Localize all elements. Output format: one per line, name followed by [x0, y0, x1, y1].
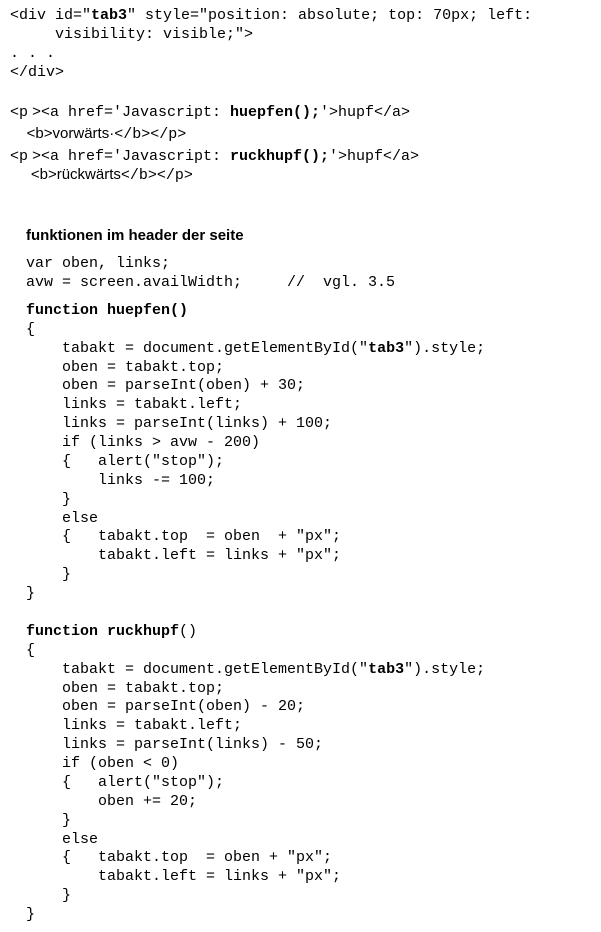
code-line — [26, 376, 305, 395]
code-line — [26, 754, 179, 773]
code-segment: <div id=" — [10, 7, 92, 24]
code-segment: vorwärts — [52, 125, 110, 142]
code-line — [10, 25, 253, 44]
code-segment: '>hupf</a> — [320, 104, 411, 121]
code-segment: '>hupf</a> — [329, 148, 420, 165]
code-segment: > — [28, 147, 41, 164]
code-segment: } — [26, 906, 36, 923]
code-segment: <a href='Javascript: — [40, 148, 230, 165]
code-line — [26, 509, 98, 528]
code-segment: if (links > avw - 200) — [26, 434, 261, 451]
code-segment: oben += 20; — [26, 793, 198, 810]
code-segment: else — [26, 510, 99, 527]
code-line — [10, 6, 532, 25]
code-segment: var oben, links; — [26, 255, 171, 272]
code-line — [26, 792, 197, 811]
code-segment: { alert("stop"); — [26, 453, 225, 470]
code-segment: function huepfen() — [26, 302, 189, 319]
code-segment: function ruckhupf — [26, 623, 180, 640]
code-segment: links = tabakt.left; — [26, 717, 243, 734]
code-line — [26, 301, 188, 320]
code-line — [26, 716, 242, 735]
code-segment: " style="position: absolute; top: 70px; left: — [127, 7, 533, 24]
code-line — [26, 697, 305, 716]
code-line — [26, 395, 242, 414]
code-line — [26, 254, 170, 273]
code-segment: visibility: visible;"> — [10, 26, 254, 43]
code-line — [10, 63, 64, 82]
code-segment: > — [28, 103, 41, 120]
code-line — [26, 490, 71, 509]
code-segment: links = tabakt.left; — [26, 396, 243, 413]
code-segment: } — [26, 491, 72, 508]
code-segment: { tabakt.top = oben + "px"; — [26, 849, 333, 866]
code-segment: } — [26, 812, 72, 829]
code-line — [26, 660, 485, 679]
code-line — [26, 452, 224, 471]
code-line — [26, 867, 341, 886]
code-segment: { — [26, 642, 36, 659]
code-line — [26, 886, 71, 905]
code-segment: () — [179, 623, 198, 640]
code-segment: links -= 100; — [26, 472, 216, 489]
code-segment: tab3 — [368, 661, 405, 678]
code-segment: · — [109, 125, 115, 142]
code-line — [26, 584, 35, 603]
code-segment: { tabakt.top = oben + "px"; — [26, 528, 342, 545]
code-line — [26, 358, 224, 377]
code-line — [10, 146, 419, 166]
code-segment: </b></p> — [114, 126, 187, 143]
code-segment: } — [26, 566, 72, 583]
code-line — [26, 565, 71, 584]
code-segment: ").style; — [404, 661, 486, 678]
code-segment: </b></p> — [120, 167, 193, 184]
code-line — [10, 102, 410, 122]
code-segment: oben = tabakt.top; — [26, 359, 225, 376]
code-segment: . . . — [10, 45, 56, 62]
code-line — [26, 339, 485, 358]
code-line — [10, 44, 55, 63]
code-segment: tabakt = document.getElementById(" — [26, 661, 369, 678]
code-line — [26, 273, 395, 292]
code-segment: tabakt = document.getElementById(" — [26, 340, 369, 357]
code-segment: oben = tabakt.top; — [26, 680, 225, 697]
code-segment: tabakt.left = links + "px"; — [26, 868, 342, 885]
code-segment: { — [26, 321, 36, 338]
code-segment: oben = parseInt(oben) + 30; — [26, 377, 306, 394]
code-line — [26, 848, 332, 867]
code-segment: <b> — [10, 166, 57, 183]
code-line — [26, 414, 332, 433]
code-line — [26, 546, 341, 565]
code-line — [10, 165, 193, 185]
code-segment: if (oben < 0) — [26, 755, 180, 772]
code-line — [26, 622, 197, 641]
code-segment: tab3 — [368, 340, 405, 357]
code-segment: tabakt.left = links + "px"; — [26, 547, 342, 564]
code-segment: <a href='Javascript: — [40, 104, 230, 121]
code-segment: oben = parseInt(oben) - 20; — [26, 698, 306, 715]
code-line — [26, 905, 35, 924]
code-segment: links = parseInt(links) - 50; — [26, 736, 324, 753]
code-segment: tab3 — [91, 7, 128, 24]
code-segment: <p — [10, 148, 29, 165]
code-segment: links = parseInt(links) + 100; — [26, 415, 333, 432]
code-segment: rückwärts — [56, 166, 121, 183]
code-segment: <b> — [10, 125, 53, 142]
code-segment: else — [26, 831, 99, 848]
code-segment: </div> — [10, 64, 65, 81]
code-segment: avw = screen.availWidth; // vgl. 3.5 — [26, 274, 396, 291]
code-line — [26, 830, 98, 849]
code-line — [26, 471, 215, 490]
code-line — [26, 811, 71, 830]
code-line — [26, 641, 35, 660]
section-heading: funktionen im header der seite — [26, 227, 244, 244]
code-line — [26, 679, 224, 698]
code-segment: { alert("stop"); — [26, 774, 225, 791]
code-line — [26, 527, 341, 546]
code-segment: ruckhupf(); — [229, 148, 330, 165]
code-segment: huepfen(); — [229, 104, 320, 121]
code-line — [26, 320, 35, 339]
code-segment: } — [26, 887, 72, 904]
code-line — [26, 433, 260, 452]
code-line — [26, 735, 323, 754]
code-segment: } — [26, 585, 36, 602]
code-line — [10, 124, 186, 144]
code-segment: ").style; — [404, 340, 486, 357]
code-line — [26, 773, 224, 792]
code-segment: <p — [10, 104, 29, 121]
